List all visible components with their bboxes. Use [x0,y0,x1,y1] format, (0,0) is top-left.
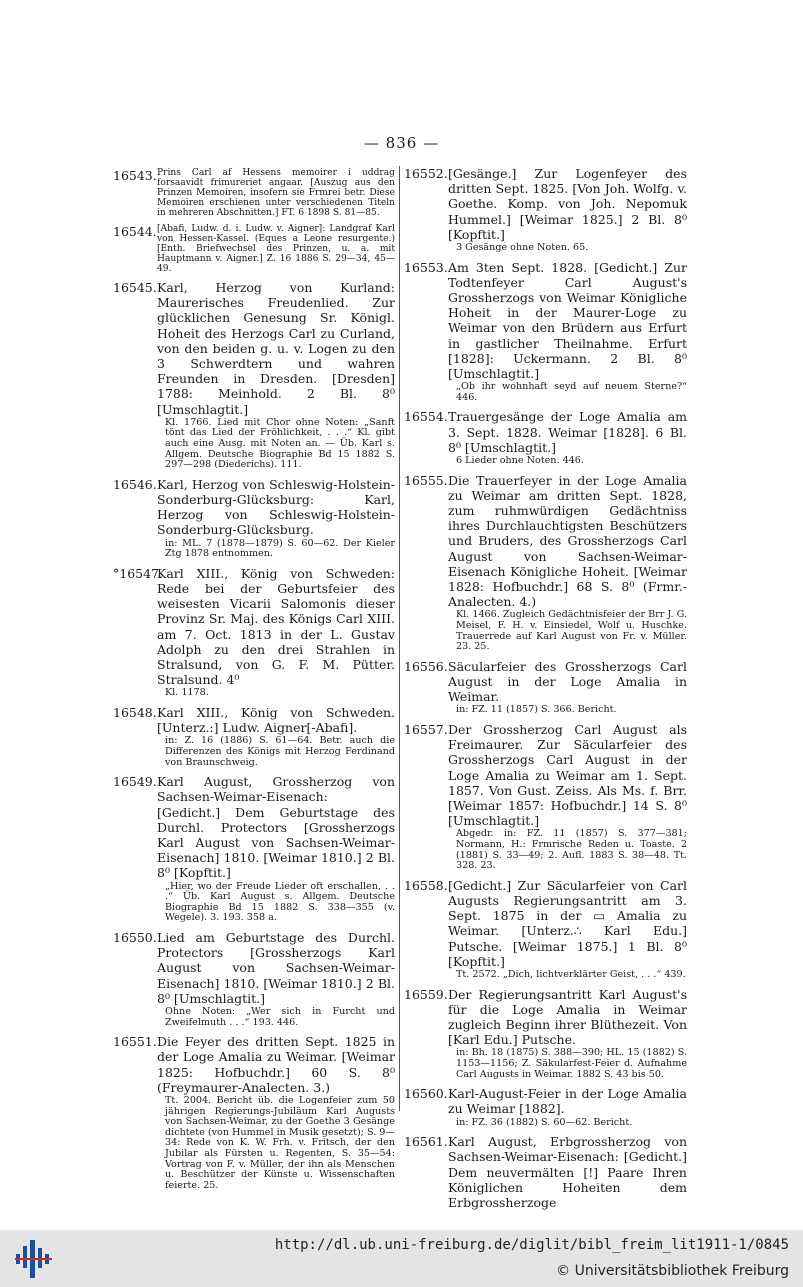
entry-number: 16548. [113,705,157,721]
entry-title: Lied am Geburtstage des Durchl. Protectors [Grossherzogs Karl August von Sachsen-Weimar-Eisenach] 1810. [Weimar 1810.] 2 Bl. 8⁰ [Umschlagtit.] [157,930,395,1006]
entry-annotation: Tt. 2572. „Dich, lichtverklärter Geist, . . .“ 439. [456,969,686,981]
entry-number: 16553. [404,259,448,275]
entry-number: 16549. [113,774,157,790]
entry-annotation: in: FZ. 11 (1857) S. 366. Bericht. [456,704,617,716]
entry-number: 16552. [404,166,448,181]
entry-annotation: Kl. 1766. Lied mit Chor ohne Noten: „Sanft tönt das Lied der Fröhlichkeit, . . .“ Kl. gibt auch eine Ausg. mit Noten an. — Üb. Karl s. Allgem. Deutsche Biographie Bd 15 1882 S. 297—298 (Diederichs). 111. [165,416,395,471]
bibliography-entry [113,1034,395,1191]
bibliography-entry [404,166,687,254]
entry-title: Karl, Herzog von Schleswig-Holstein-Sonderburg-Glücksburg: Karl, Herzog von Schleswig-Holstein-Sonderburg-Glücksburg. [157,476,395,538]
entry-title: Säcularfeier des Grossherzogs Carl August in der Loge Amalia in Weimar. [448,658,687,705]
bibliography-entry [404,987,687,1081]
entry-title: Die Trauerfeyer in der Loge Amalia zu Weimar am dritten Sept. 1828, zum ruhmwürdigen Gedächtniss ihres Durchlauchtigsten Beschützers und Bruders, des Grossherzogs Carl August von Sachsen-Weimar-Eisenach Königliche Hoheit. [Weimar 1828: Hofbuchdr.] 68 S. 8⁰ (Frmr.-Analecten. 4.) [448,472,687,610]
entry-number: 16561. [404,1134,448,1150]
entry-title: Karl XIII., König von Schweden. [Unterz.:] Ludw. Aigner[-Abafi]. [157,705,395,736]
entry-title: Der Regierungsantritt Karl August's für die Loge Amalia in Weimar zugleich Beginn ihrer Blüthezeit. Von [Karl Edu.] Putsche. [448,986,687,1048]
entry-annotation: Abgedr. in: FZ. 11 (1857) S. 377—381; Normann, H.: Frmrische Reden u. Toaste. 2 (1881) S. 33—49; 2. Aufl. 1883 S. 38—48. Tt. 328. 23. [456,828,687,872]
bibliography-entry [113,477,395,560]
page-number: — 836 — [363,134,440,152]
bibliography-entry [113,705,395,768]
entry-number: 16559. [404,986,448,1002]
entry-annotation: „Hier, wo der Freude Lieder oft erschallen, . . .“ Üb. Karl August s. Allgem. Deutsche Biographie Bd 15 1882 S. 338—355 (v. Wegele). 3. 193. 358 a. [165,880,395,924]
entry-title: Karl August, Grossherzog von Sachsen-Weimar-Eisenach: [Gedicht.] Dem Geburtstage des Durchl. Protectors [Grossherzogs Karl August von Sachsen-Weimar-Eisenach] 1810. [Weimar 1810.] 2 Bl. 8⁰ [Kopftit.] [157,774,395,881]
entry-annotation: Tt. 2004. Bericht üb. die Logenfeier zum 50 jährigen Regierungs-Jubiläum Karl Augusts von Sachsen-Weimar, zu der Goethe 3 Gesänge dichtete (von Hummel in Musik gesetzt); S. 9—34: Rede von K. W. Frh. v. Fritsch, der den Jubilar als Fürsten u. Regenten, S. 35—54: Vortrag von F. v. Müller, der ihn als Menschen u. Beschützer der Künste u. Wissenschaften feierte. 25. [165,1095,395,1191]
entry-number: 16546. [113,476,157,492]
entry-annotation: in: FZ. 36 (1882) S. 60—62. Bericht. [456,1116,633,1128]
entry-title: Der Grossherzog Carl August als Freimaurer. Zur Säcularfeier des Grossherzogs Carl August in der Loge Amalia zu Weimar am 1. Sept. 1857. Von Gust. Zeiss. Als Ms. f. Brr. [Weimar 1857: Hofbuchdr.] 14 S. 8⁰ [Umschlagtit.] [448,722,687,829]
bibliography-entry [113,168,395,218]
entry-title: [Gedicht.] Zur Säcularfeier von Carl Augusts Regierungsantritt am 3. Sept. 1875 in der ▭ Amalia zu Weimar. [Unterz.∴ Karl Edu.] Putsche. [Weimar 1875.] 1 Bl. 8⁰ [Kopftit.] [448,877,687,969]
entry-number: 16550. [113,930,157,945]
bibliography-entry [404,473,687,653]
entry-title: Karl August, Erbgrossherzog von Sachsen-Weimar-Eisenach: [Gedicht.] Dem neuvermälten [!] Paare Ihren Königlichen Hoheiten dem Erbgrossherzoge [448,1134,687,1211]
column-divider [399,166,400,1111]
entry-number: 16543. [113,168,157,183]
bibliography-entry [404,1134,687,1210]
bibliography-entry [113,224,395,274]
entry-number: 16544. [113,224,157,239]
permalink-url[interactable]: http://dl.ub.uni-freiburg.de/diglit/bibl_freim_lit1911-1/0845 [274,1237,789,1253]
entry-annotation: 3 Gesänge ohne Noten. 65. [456,242,589,254]
entry-title: [Gesänge.] Zur Logenfeyer des dritten Sept. 1825. [Von Joh. Wolfg. v. Goethe. Komp. von Joh. Nepomuk Hummel.] [Weimar 1825.] 2 Bl. 8⁰ [Kopftit.] [448,166,687,242]
bibliography-entry [404,260,687,404]
entry-annotation: in: Bh. 18 (1875) S. 388—390; HL. 15 (1882) S. 1153—1156; Z. Säkularfest-Feier d. Aufnahme Carl Augusts in Weimar. 1882 S. 43 bis 50. [456,1047,687,1080]
entry-number: 16554. [404,409,448,425]
entry-title: Karl XIII., König von Schweden: Rede bei der Geburtsfeier des weisesten Vicarii Salomonis dieser Provinz Sr. Maj. des Königs Carl XIII. am 7. Oct. 1813 in der L. Gustav Adolph zu den drei Strahlen in Stralsund, von G. F. M. Pütter. Stralsund. 4⁰ [157,565,395,688]
entry-annotation: Kl. 1178. [165,687,209,699]
entry-annotation: 6 Lieder ohne Noten. 446. [456,455,584,467]
entry-number: 16558. [404,877,448,893]
entry-number: 16557. [404,722,448,738]
entry-annotation: in: ML. 7 (1878—1879) S. 60—62. Der Kieler Ztg 1878 entnommen. [165,537,395,560]
entry-annotation: in: Z. 16 (1886) S. 61—64. Betr. auch die Differenzen des Königs mit Herzog Ferdinand von Braunschweig. [165,735,395,768]
bibliography-entry [113,280,395,471]
entry-title: Trauergesänge der Loge Amalia am 3. Sept. 1828. Weimar [1828]. 6 Bl. 8⁰ [Umschlagtit.] [448,409,687,455]
entry-title: Am 3ten Sept. 1828. [Gedicht.] Zur Todtenfeyer Carl August's Grossherzogs von Weimar Königliche Hoheit in der Maurer-Loge zu Weimar von den Brüdern aus Erfurt in gastlicher Theilnahme. Erfurt [1828]: Uckermann. 2 Bl. 8⁰ [Umschlagtit.] [448,259,687,382]
viewer-footer [0,1230,803,1287]
entry-title: [Abafi, Ludw. d. i. Ludw. v. Aigner]: Landgraf Karl von Hessen-Kassel. (Eques a Leone resurgente.) [Enth. Briefwechsel des Prinzen, u. a. mit Hauptmann v. Aigner.] Z. 16 1886 S. 29—34, 45—49. [157,224,395,274]
entry-number: 16551. [113,1034,157,1050]
bibliography-entry [113,566,395,699]
entry-title: Karl, Herzog von Kurland: Maurerisches Freudenlied. Zur glücklichen Genesung Sr. Königl. Hoheit des Herzogs Carl zu Curland, von den beiden g. u. v. Logen zu den 3 Schwerdtern und wahren Freunden in Dresden. [Dresden] 1788: Meinhold. 2 Bl. 8⁰ [Umschlagtit.] [157,280,395,417]
bibliography-entry [404,722,687,872]
left-column [113,166,395,1197]
entry-title: Die Feyer des dritten Sept. 1825 in der Loge Amalia zu Weimar. [Weimar 1825: Hofbuchdr.] 60 S. 8⁰ (Freymaurer-Analecten. 3.) [157,1034,395,1095]
entry-number: °16547. [113,565,163,581]
bibliography-entry [404,878,687,981]
bibliography-entry [113,930,395,1028]
bibliography-entry [113,774,395,924]
entry-annotation: Ohne Noten: „Wer sich in Furcht und Zweifelmuth . . .“ 193. 446. [165,1006,395,1028]
entry-title: Prins Carl af Hessens memoirer i uddrag forsaavidt frimureriet angaar. [Auszug aus den Prinzen Memoiren, insofern sie Frmrei betr. Diese Memoiren erschienen unter verschiedenen Titeln in mehreren Abschnitten.] FT. 6 1898 S. 81—85. [157,168,395,218]
entry-number: 16545. [113,280,157,295]
entry-annotation: „Ob ihr wohnhaft seyd auf neuem Sterne?“ 446. [456,381,687,403]
entry-number: 16560. [404,1086,448,1102]
bibliography-entry [404,659,687,716]
copyright-notice: © Universitätsbibliothek Freiburg [556,1263,789,1279]
entry-annotation: Kl. 1466. Zugleich Gedächtnisfeier der Brr J. G. Meisel, F. H. v. Einsiedel, Wolf u. Huschke. Trauerrede auf Karl August von Fr. v. Müller. 23. 25. [456,609,687,653]
bibliography-entry [404,1086,687,1128]
entry-number: 16555. [404,472,448,488]
right-column [404,166,687,1216]
entry-title: Karl-August-Feier in der Loge Amalia zu Weimar [1882]. [448,1086,687,1117]
entry-number: 16556. [404,658,448,674]
bibliography-entry [404,409,687,466]
ub-freiburg-logo-icon[interactable] [14,1238,54,1280]
